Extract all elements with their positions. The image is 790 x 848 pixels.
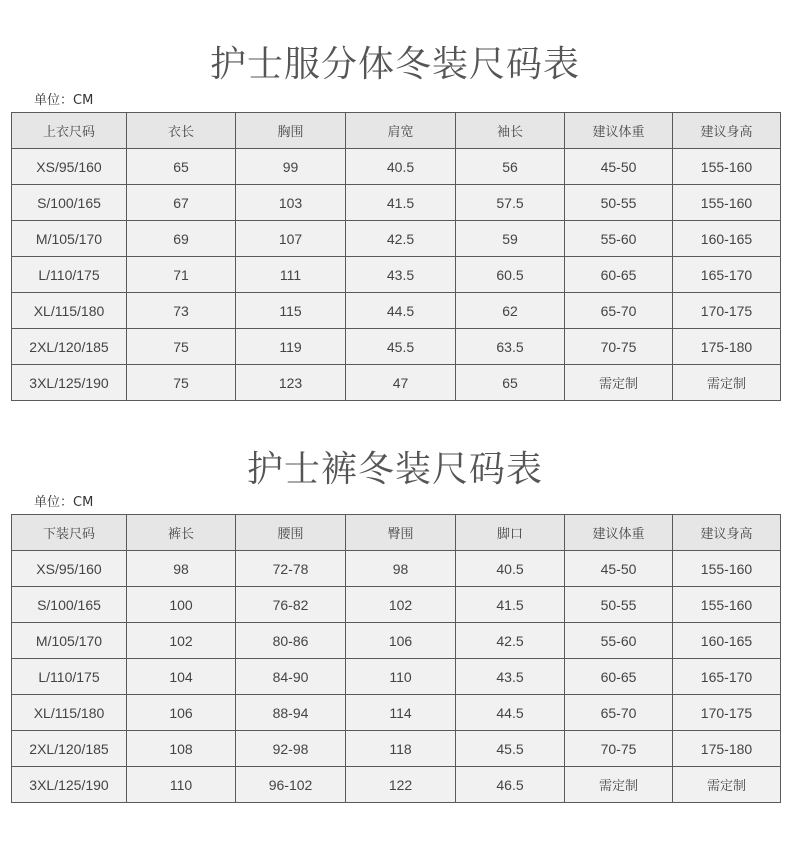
size-cell: XL/115/180 [12,695,127,731]
column-header: 下装尺码 [12,515,127,551]
column-header: 脚口 [456,515,565,551]
value-cell: 155-160 [673,551,781,587]
value-cell: 75 [127,365,236,401]
column-header: 臀围 [346,515,456,551]
value-cell: 114 [346,695,456,731]
value-cell: 165-170 [673,659,781,695]
value-cell: 45-50 [565,551,673,587]
column-header: 建议体重 [565,515,673,551]
column-header: 衣长 [127,113,236,149]
value-cell: 122 [346,767,456,803]
value-cell: 43.5 [456,659,565,695]
table-row [12,731,781,767]
value-cell: 102 [127,623,236,659]
value-cell: 160-165 [673,221,781,257]
size-cell: 3XL/125/190 [12,365,127,401]
size-cell: S/100/165 [12,587,127,623]
size-cell: XL/115/180 [12,293,127,329]
table-row [12,365,781,401]
column-header: 袖长 [456,113,565,149]
table-row [12,767,781,803]
value-cell: 92-98 [236,731,346,767]
value-cell: 50-55 [565,185,673,221]
value-cell: 96-102 [236,767,346,803]
size-cell: XS/95/160 [12,551,127,587]
value-cell: 46.5 [456,767,565,803]
value-cell: 98 [346,551,456,587]
column-header: 裤长 [127,515,236,551]
value-cell: 70-75 [565,731,673,767]
value-cell: 69 [127,221,236,257]
value-cell: 42.5 [456,623,565,659]
value-cell: 165-170 [673,257,781,293]
value-cell: 110 [346,659,456,695]
value-cell: 84-90 [236,659,346,695]
value-cell: 106 [346,623,456,659]
value-cell: 55-60 [565,623,673,659]
value-cell: 需定制 [673,365,781,401]
size-cell: 3XL/125/190 [12,767,127,803]
value-cell: 75 [127,329,236,365]
value-cell: 170-175 [673,695,781,731]
value-cell: 72-78 [236,551,346,587]
value-cell: 60-65 [565,659,673,695]
value-cell: 76-82 [236,587,346,623]
value-cell: 需定制 [565,767,673,803]
size-cell: 2XL/120/185 [12,329,127,365]
value-cell: 118 [346,731,456,767]
column-header: 肩宽 [346,113,456,149]
value-cell: 45.5 [346,329,456,365]
value-cell: 160-165 [673,623,781,659]
value-cell: 67 [127,185,236,221]
size-cell: 2XL/120/185 [12,731,127,767]
value-cell: 60-65 [565,257,673,293]
value-cell: 45-50 [565,149,673,185]
value-cell: 170-175 [673,293,781,329]
table-row [12,221,781,257]
column-header: 胸围 [236,113,346,149]
table-row [12,329,781,365]
value-cell: 65 [127,149,236,185]
size-cell: L/110/175 [12,257,127,293]
table-row [12,587,781,623]
value-cell: 40.5 [346,149,456,185]
value-cell: 65-70 [565,695,673,731]
value-cell: 155-160 [673,185,781,221]
column-header: 建议身高 [673,113,781,149]
value-cell: 73 [127,293,236,329]
value-cell: 88-94 [236,695,346,731]
value-cell: 62 [456,293,565,329]
value-cell: 44.5 [456,695,565,731]
table-row [12,659,781,695]
value-cell: 103 [236,185,346,221]
value-cell: 98 [127,551,236,587]
bottom-size-table [11,514,781,803]
value-cell: 119 [236,329,346,365]
value-cell: 106 [127,695,236,731]
value-cell: 需定制 [565,365,673,401]
value-cell: 63.5 [456,329,565,365]
value-cell: 175-180 [673,329,781,365]
size-cell: S/100/165 [12,185,127,221]
table-row [12,293,781,329]
table-row [12,695,781,731]
table-header-row [12,113,781,149]
column-header: 建议身高 [673,515,781,551]
bottom-unit-label: 单位：CM [34,495,94,510]
value-cell: 47 [346,365,456,401]
value-cell: 107 [236,221,346,257]
value-cell: 99 [236,149,346,185]
value-cell: 65 [456,365,565,401]
bottom-table-title: 护士裤冬装尺码表 [246,449,543,490]
column-header: 腰围 [236,515,346,551]
top-table-title: 护士服分体冬装尺码表 [209,44,580,85]
top-unit-label: 单位：CM [34,93,94,108]
size-cell: M/105/170 [12,623,127,659]
value-cell: 41.5 [346,185,456,221]
value-cell: 71 [127,257,236,293]
value-cell: 45.5 [456,731,565,767]
value-cell: 115 [236,293,346,329]
table-row [12,185,781,221]
value-cell: 111 [236,257,346,293]
table-row [12,149,781,185]
value-cell: 155-160 [673,149,781,185]
table-header-row [12,515,781,551]
column-header: 建议体重 [565,113,673,149]
value-cell: 41.5 [456,587,565,623]
value-cell: 110 [127,767,236,803]
table-row [12,623,781,659]
value-cell: 40.5 [456,551,565,587]
table-row [12,257,781,293]
value-cell: 57.5 [456,185,565,221]
value-cell: 104 [127,659,236,695]
value-cell: 59 [456,221,565,257]
value-cell: 43.5 [346,257,456,293]
size-cell: L/110/175 [12,659,127,695]
value-cell: 175-180 [673,731,781,767]
size-cell: XS/95/160 [12,149,127,185]
value-cell: 155-160 [673,587,781,623]
value-cell: 123 [236,365,346,401]
value-cell: 80-86 [236,623,346,659]
value-cell: 56 [456,149,565,185]
top-size-table [11,112,781,401]
size-cell: M/105/170 [12,221,127,257]
value-cell: 108 [127,731,236,767]
value-cell: 65-70 [565,293,673,329]
value-cell: 44.5 [346,293,456,329]
value-cell: 42.5 [346,221,456,257]
value-cell: 需定制 [673,767,781,803]
value-cell: 55-60 [565,221,673,257]
value-cell: 50-55 [565,587,673,623]
value-cell: 70-75 [565,329,673,365]
value-cell: 60.5 [456,257,565,293]
table-row [12,551,781,587]
column-header: 上衣尺码 [12,113,127,149]
value-cell: 102 [346,587,456,623]
value-cell: 100 [127,587,236,623]
